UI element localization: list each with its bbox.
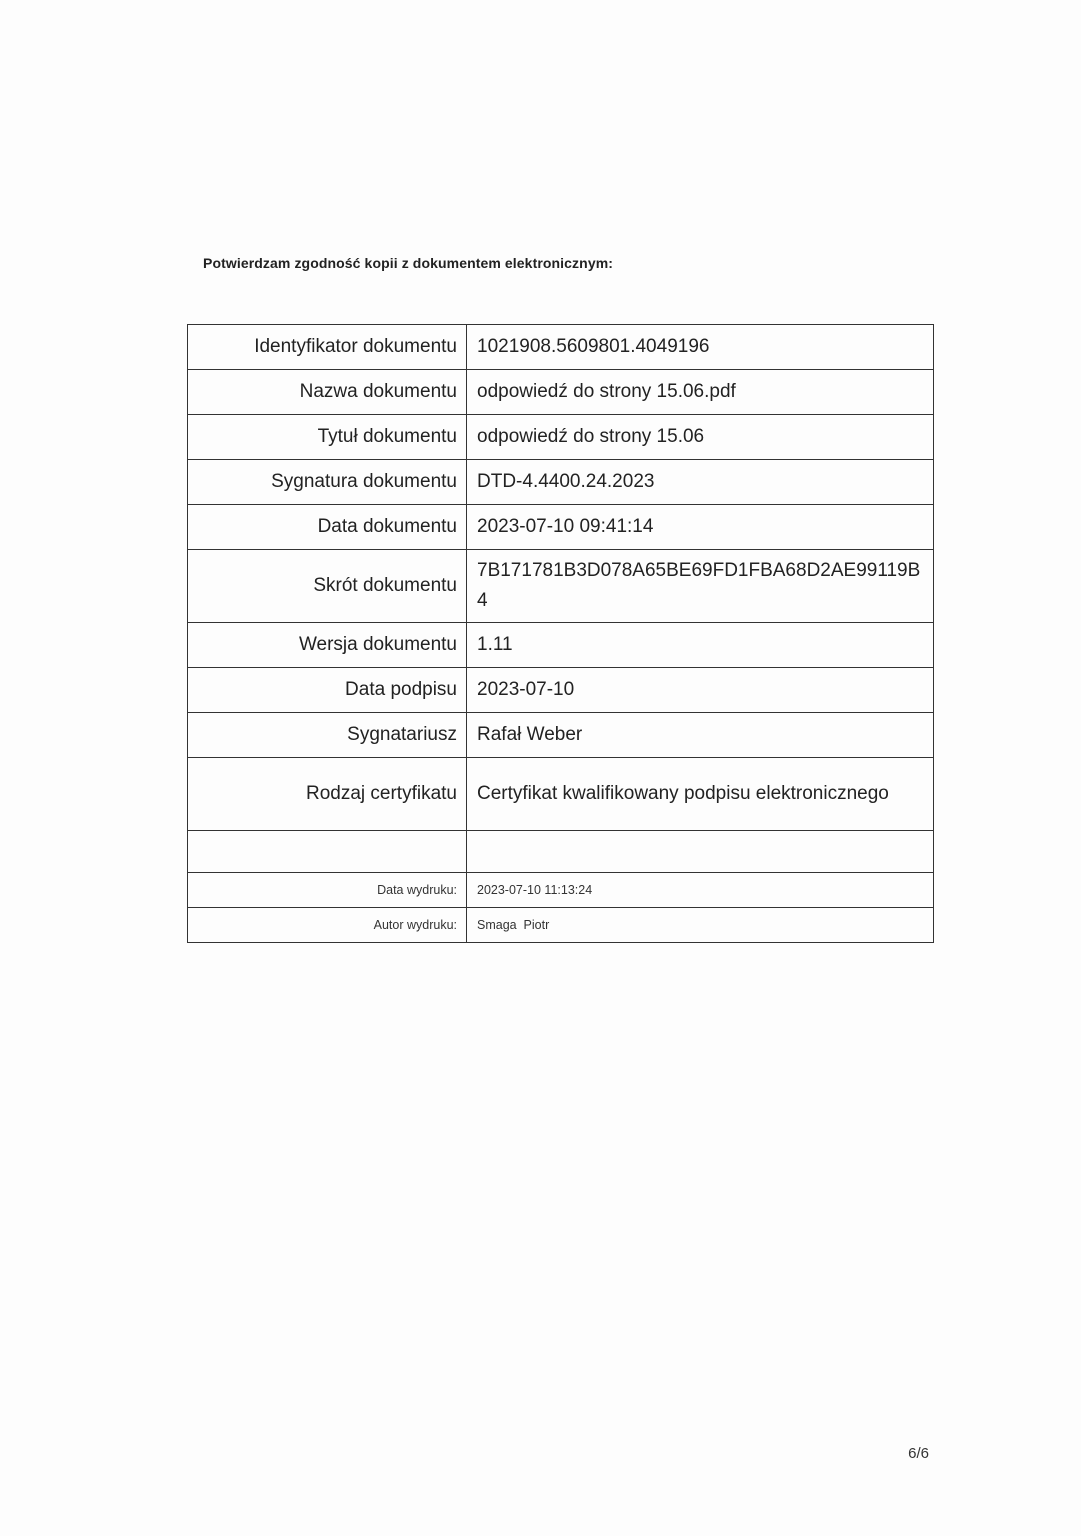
row-label: Wersja dokumentu (188, 623, 467, 668)
table-row-blank (188, 831, 934, 873)
row-label: Autor wydruku: (188, 908, 467, 943)
table-row-certificate-type (188, 758, 934, 831)
table-row-identifier (188, 325, 934, 370)
row-label: Nazwa dokumentu (188, 370, 467, 415)
table-row-signature-ref (188, 460, 934, 505)
row-value: Rafał Weber (467, 713, 934, 758)
table-row-hash (188, 550, 934, 623)
row-value: 2023-07-10 (467, 668, 934, 713)
certificate-value: Certyfikat kwalifikowany podpisu elektronicznego (477, 783, 889, 804)
table-row-title (188, 415, 934, 460)
table-row-signatory (188, 713, 934, 758)
row-value: Smaga Piotr (467, 908, 934, 943)
row-value: DTD-4.4400.24.2023 (467, 460, 934, 505)
row-label: Identyfikator dokumentu (188, 325, 467, 370)
row-label: Rodzaj certyfikatu (188, 758, 467, 831)
table-row-print-author (188, 908, 934, 943)
blank-cell-left (188, 831, 467, 873)
table-row-print-date (188, 873, 934, 908)
row-value: 2023-07-10 09:41:14 (467, 505, 934, 550)
row-value (467, 550, 934, 623)
row-label: Sygnatura dokumentu (188, 460, 467, 505)
row-value: 1021908.5609801.4049196 (467, 325, 934, 370)
row-label: Tytuł dokumentu (188, 415, 467, 460)
table-row-name (188, 370, 934, 415)
row-label: Data wydruku: (188, 873, 467, 908)
row-value (467, 758, 934, 831)
row-label: Data podpisu (188, 668, 467, 713)
table-row-document-date (188, 505, 934, 550)
row-label: Data dokumentu (188, 505, 467, 550)
page-number: 6/6 (908, 1445, 929, 1462)
confirmation-statement: Potwierdzam zgodność kopii z dokumentem elektronicznym: (203, 255, 614, 271)
row-value: odpowiedź do strony 15.06 (467, 415, 934, 460)
row-label: Skrót dokumentu (188, 550, 467, 623)
hash-value: 7B171781B3D078A65BE69FD1FBA68D2AE99119B4 (477, 560, 921, 611)
row-value: odpowiedź do strony 15.06.pdf (467, 370, 934, 415)
row-value: 2023-07-10 11:13:24 (467, 873, 934, 908)
table-row-version (188, 623, 934, 668)
row-value: 1.11 (467, 623, 934, 668)
row-label: Sygnatariusz (188, 713, 467, 758)
blank-cell-right (467, 831, 934, 873)
table-row-signing-date (188, 668, 934, 713)
document-metadata-table (187, 324, 934, 943)
